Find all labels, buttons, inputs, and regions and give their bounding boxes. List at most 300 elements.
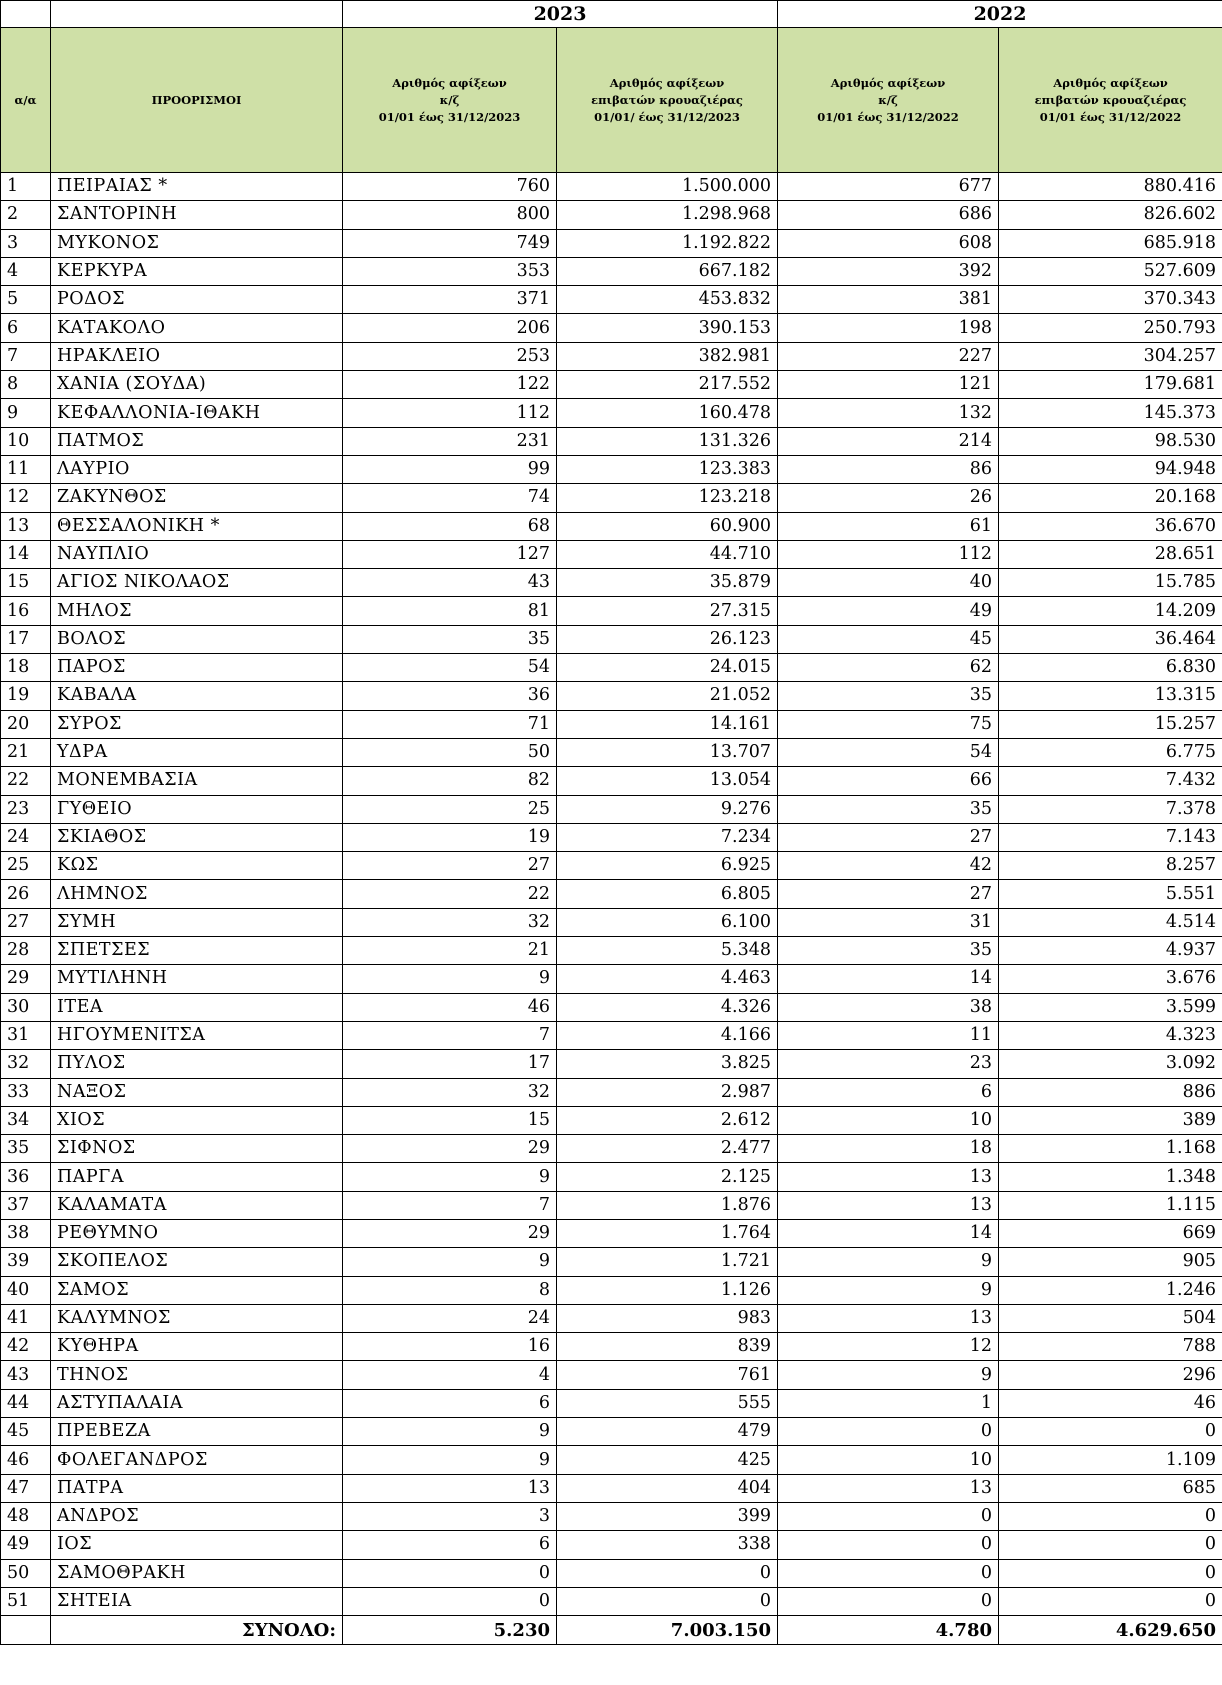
passengers-2023: 667.182 <box>557 257 778 285</box>
passengers-2023: 6.100 <box>557 908 778 936</box>
ship-arrivals-2022: 31 <box>778 908 999 936</box>
destination-name: ΛΗΜΝΟΣ <box>51 880 343 908</box>
ship-arrivals-2023: 9 <box>343 965 557 993</box>
ship-arrivals-2022: 214 <box>778 427 999 455</box>
destination-name: ΡΕΘΥΜΝΟ <box>51 1219 343 1247</box>
ship-arrivals-2023: 17 <box>343 1050 557 1078</box>
passengers-2022: 1.348 <box>999 1163 1222 1191</box>
passengers-2022: 0 <box>999 1559 1222 1587</box>
table-row <box>1 342 1222 370</box>
row-index: 24 <box>1 823 51 851</box>
ship-arrivals-2022: 13 <box>778 1474 999 1502</box>
ship-arrivals-2023: 749 <box>343 229 557 257</box>
passengers-2022: 179.681 <box>999 371 1222 399</box>
table-row <box>1 371 1222 399</box>
ship-arrivals-2023: 29 <box>343 1135 557 1163</box>
passengers-2023: 14.161 <box>557 710 778 738</box>
destination-name: ΠΑΡΓΑ <box>51 1163 343 1191</box>
passengers-2023: 24.015 <box>557 654 778 682</box>
passengers-2022: 4.323 <box>999 1021 1222 1049</box>
ship-arrivals-2022: 66 <box>778 767 999 795</box>
year-2023-header: 2023 <box>343 1 778 28</box>
destination-name: ΣΠΕΤΣΕΣ <box>51 937 343 965</box>
destinations-column-header: ΠΡΟΟΡΙΣΜΟΙ <box>51 28 343 173</box>
ship-arrivals-2023: 29 <box>343 1219 557 1247</box>
passengers-2023: 2.612 <box>557 1106 778 1134</box>
row-index: 25 <box>1 852 51 880</box>
passengers-2022: 788 <box>999 1333 1222 1361</box>
ship-arrivals-2023: 3 <box>343 1502 557 1530</box>
row-index: 46 <box>1 1446 51 1474</box>
destination-name: ΠΡΕΒΕΖΑ <box>51 1418 343 1446</box>
row-index: 27 <box>1 908 51 936</box>
ship-arrivals-2023: 7 <box>343 1191 557 1219</box>
passengers-2023: 555 <box>557 1389 778 1417</box>
passengers-2023: 1.721 <box>557 1248 778 1276</box>
ship-arrivals-2022: 75 <box>778 710 999 738</box>
ship-arrivals-2023: 32 <box>343 908 557 936</box>
destination-name: ΣΑΝΤΟΡΙΝΗ <box>51 201 343 229</box>
row-index: 48 <box>1 1502 51 1530</box>
ship-arrivals-2022: 1 <box>778 1389 999 1417</box>
row-index: 22 <box>1 767 51 795</box>
passengers-2022: 7.378 <box>999 795 1222 823</box>
ship-arrivals-2023: 6 <box>343 1389 557 1417</box>
ship-arrivals-2022: 11 <box>778 1021 999 1049</box>
passengers-2022: 1.246 <box>999 1276 1222 1304</box>
row-index: 47 <box>1 1474 51 1502</box>
passengers-2023: 2.477 <box>557 1135 778 1163</box>
destination-name: ΙΤΕΑ <box>51 993 343 1021</box>
table-row <box>1 1474 1222 1502</box>
passengers-2023: 123.383 <box>557 455 778 483</box>
ship-arrivals-2023: 46 <box>343 993 557 1021</box>
ship-arrivals-2022: 0 <box>778 1587 999 1615</box>
ship-arrivals-2022: 40 <box>778 569 999 597</box>
destination-name: ΤΗΝΟΣ <box>51 1361 343 1389</box>
year-2022-header: 2022 <box>778 1 1222 28</box>
row-index: 28 <box>1 937 51 965</box>
row-index: 23 <box>1 795 51 823</box>
table-row <box>1 286 1222 314</box>
passengers-2023: 44.710 <box>557 540 778 568</box>
row-index: 20 <box>1 710 51 738</box>
table-row <box>1 1191 1222 1219</box>
table-row <box>1 823 1222 851</box>
header-line: Αριθμός αφίξεων <box>392 75 507 90</box>
table-row <box>1 1248 1222 1276</box>
passengers-2023: 1.192.822 <box>557 229 778 257</box>
total-row <box>1 1616 1222 1645</box>
passengers-2022: 304.257 <box>999 342 1222 370</box>
ship-arrivals-2022: 686 <box>778 201 999 229</box>
table-row <box>1 1446 1222 1474</box>
passenger-arrivals-2022-header <box>999 28 1222 173</box>
passengers-2022: 3.092 <box>999 1050 1222 1078</box>
destination-name: ΝΑΞΟΣ <box>51 1078 343 1106</box>
row-index: 50 <box>1 1559 51 1587</box>
ship-arrivals-2022: 9 <box>778 1248 999 1276</box>
destination-name: ΚΕΡΚΥΡΑ <box>51 257 343 285</box>
table-body <box>1 173 1222 1616</box>
ship-arrivals-2023: 43 <box>343 569 557 597</box>
passengers-2022: 15.257 <box>999 710 1222 738</box>
destination-name: ΓΥΘΕΙΟ <box>51 795 343 823</box>
passengers-2023: 27.315 <box>557 597 778 625</box>
table-row <box>1 427 1222 455</box>
passengers-2023: 7.234 <box>557 823 778 851</box>
passengers-2022: 1.109 <box>999 1446 1222 1474</box>
table-row <box>1 1502 1222 1530</box>
table-row <box>1 455 1222 483</box>
ship-arrivals-2023: 9 <box>343 1446 557 1474</box>
row-index: 42 <box>1 1333 51 1361</box>
ship-arrivals-2022: 198 <box>778 314 999 342</box>
destination-name: ΗΡΑΚΛΕΙΟ <box>51 342 343 370</box>
passengers-2022: 1.115 <box>999 1191 1222 1219</box>
passengers-2023: 1.876 <box>557 1191 778 1219</box>
ship-arrivals-2022: 13 <box>778 1304 999 1332</box>
destination-name: ΚΩΣ <box>51 852 343 880</box>
destination-name: ΑΣΤΥΠΑΛΑΙΑ <box>51 1389 343 1417</box>
table-row <box>1 767 1222 795</box>
passengers-2022: 0 <box>999 1531 1222 1559</box>
ship-arrivals-2022: 132 <box>778 399 999 427</box>
ship-arrivals-2023: 32 <box>343 1078 557 1106</box>
ship-arrivals-2023: 8 <box>343 1276 557 1304</box>
ship-arrivals-2022: 54 <box>778 738 999 766</box>
table-row <box>1 512 1222 540</box>
ship-arrivals-2023: 22 <box>343 880 557 908</box>
ship-arrivals-2023: 127 <box>343 540 557 568</box>
destination-name: ΚΕΦΑΛΛΟΝΙΑ-ΙΘΑΚΗ <box>51 399 343 427</box>
header-line: κ/ζ <box>878 92 898 107</box>
ship-arrivals-2023: 15 <box>343 1106 557 1134</box>
table-row <box>1 257 1222 285</box>
total-ship-arrivals-2022: 4.780 <box>778 1616 999 1645</box>
ship-arrivals-2023: 54 <box>343 654 557 682</box>
header-line: 01/01 έως 31/12/2023 <box>378 109 521 124</box>
row-index: 9 <box>1 399 51 427</box>
passengers-2023: 35.879 <box>557 569 778 597</box>
row-index: 26 <box>1 880 51 908</box>
row-index: 15 <box>1 569 51 597</box>
total-passengers-2022: 4.629.650 <box>999 1616 1222 1645</box>
row-index: 38 <box>1 1219 51 1247</box>
table-row <box>1 1106 1222 1134</box>
row-index: 7 <box>1 342 51 370</box>
ship-arrivals-2023: 50 <box>343 738 557 766</box>
ship-arrivals-2023: 36 <box>343 682 557 710</box>
ship-arrivals-2022: 121 <box>778 371 999 399</box>
passengers-2023: 26.123 <box>557 625 778 653</box>
destination-name: ΥΔΡΑ <box>51 738 343 766</box>
passengers-2023: 123.218 <box>557 484 778 512</box>
passengers-2023: 390.153 <box>557 314 778 342</box>
table-row <box>1 738 1222 766</box>
ship-arrivals-2023: 7 <box>343 1021 557 1049</box>
ship-arrivals-2022: 62 <box>778 654 999 682</box>
passengers-2022: 880.416 <box>999 173 1222 201</box>
ship-arrivals-2023: 9 <box>343 1163 557 1191</box>
ship-arrivals-2022: 49 <box>778 597 999 625</box>
passengers-2023: 453.832 <box>557 286 778 314</box>
header-line: επιβατών κρουαζιέρας <box>591 92 743 107</box>
table-row <box>1 1304 1222 1332</box>
ship-arrivals-2023: 16 <box>343 1333 557 1361</box>
passengers-2022: 7.143 <box>999 823 1222 851</box>
passengers-2022: 250.793 <box>999 314 1222 342</box>
table-row <box>1 1163 1222 1191</box>
passengers-2023: 21.052 <box>557 682 778 710</box>
ship-arrivals-2023: 68 <box>343 512 557 540</box>
destination-name: ΧΙΟΣ <box>51 1106 343 1134</box>
row-index: 51 <box>1 1587 51 1615</box>
passengers-2022: 13.315 <box>999 682 1222 710</box>
row-index: 43 <box>1 1361 51 1389</box>
table-row <box>1 1135 1222 1163</box>
row-index: 36 <box>1 1163 51 1191</box>
destination-name: ΣΙΦΝΟΣ <box>51 1135 343 1163</box>
passengers-2022: 389 <box>999 1106 1222 1134</box>
passengers-2023: 2.125 <box>557 1163 778 1191</box>
destination-name: ΣΑΜΟΣ <box>51 1276 343 1304</box>
ship-arrivals-2022: 14 <box>778 965 999 993</box>
row-index: 37 <box>1 1191 51 1219</box>
ship-arrivals-2023: 122 <box>343 371 557 399</box>
ship-arrivals-2023: 253 <box>343 342 557 370</box>
table-row <box>1 1389 1222 1417</box>
destination-name: ΠΑΡΟΣ <box>51 654 343 682</box>
passengers-2022: 905 <box>999 1248 1222 1276</box>
ship-arrivals-2023: 35 <box>343 625 557 653</box>
table-row <box>1 880 1222 908</box>
destination-name: ΣΥΡΟΣ <box>51 710 343 738</box>
total-ship-arrivals-2023: 5.230 <box>343 1616 557 1645</box>
destination-name: ΑΓΙΟΣ ΝΙΚΟΛΑΟΣ <box>51 569 343 597</box>
table-row <box>1 908 1222 936</box>
table-row <box>1 229 1222 257</box>
passengers-2023: 6.805 <box>557 880 778 908</box>
destination-name: ΣΗΤΕΙΑ <box>51 1587 343 1615</box>
passengers-2023: 13.707 <box>557 738 778 766</box>
passengers-2023: 1.500.000 <box>557 173 778 201</box>
destination-name: ΒΟΛΟΣ <box>51 625 343 653</box>
row-index: 16 <box>1 597 51 625</box>
passengers-2022: 20.168 <box>999 484 1222 512</box>
destination-name: ΚΑΤΑΚΟΛΟ <box>51 314 343 342</box>
destination-name: ΦΟΛΕΓΑΝΔΡΟΣ <box>51 1446 343 1474</box>
ship-arrivals-2023: 231 <box>343 427 557 455</box>
passengers-2022: 669 <box>999 1219 1222 1247</box>
table-row <box>1 1050 1222 1078</box>
row-index: 17 <box>1 625 51 653</box>
passengers-2023: 479 <box>557 1418 778 1446</box>
passengers-2022: 504 <box>999 1304 1222 1332</box>
row-index: 14 <box>1 540 51 568</box>
ship-arrivals-2022: 6 <box>778 1078 999 1106</box>
passengers-2023: 399 <box>557 1502 778 1530</box>
passengers-2022: 98.530 <box>999 427 1222 455</box>
ship-arrivals-2023: 4 <box>343 1361 557 1389</box>
passengers-2022: 28.651 <box>999 540 1222 568</box>
row-index: 40 <box>1 1276 51 1304</box>
ship-arrivals-2023: 82 <box>343 767 557 795</box>
row-index: 39 <box>1 1248 51 1276</box>
row-index: 10 <box>1 427 51 455</box>
ship-arrivals-2023: 353 <box>343 257 557 285</box>
table-row <box>1 484 1222 512</box>
passengers-2022: 685 <box>999 1474 1222 1502</box>
total-label: ΣΥΝΟΛΟ: <box>51 1616 343 1645</box>
row-index: 4 <box>1 257 51 285</box>
passengers-2023: 839 <box>557 1333 778 1361</box>
year-header-row <box>1 1 1222 28</box>
passengers-2022: 4.937 <box>999 937 1222 965</box>
passengers-2022: 5.551 <box>999 880 1222 908</box>
ship-arrivals-2022: 0 <box>778 1418 999 1446</box>
ship-arrivals-2023: 9 <box>343 1418 557 1446</box>
ship-arrivals-2023: 0 <box>343 1559 557 1587</box>
ship-arrivals-2022: 10 <box>778 1106 999 1134</box>
ship-arrivals-2022: 0 <box>778 1502 999 1530</box>
table-row <box>1 682 1222 710</box>
ship-arrivals-2023: 71 <box>343 710 557 738</box>
table-row <box>1 937 1222 965</box>
destination-name: ΚΑΛΥΜΝΟΣ <box>51 1304 343 1332</box>
destination-name: ΣΚΙΑΘΟΣ <box>51 823 343 851</box>
blank-cell <box>51 1 343 28</box>
passengers-2023: 217.552 <box>557 371 778 399</box>
ship-arrivals-2022: 23 <box>778 1050 999 1078</box>
destination-name: ΛΑΥΡΙΟ <box>51 455 343 483</box>
passengers-2022: 36.464 <box>999 625 1222 653</box>
ship-arrivals-2022: 35 <box>778 795 999 823</box>
row-index: 13 <box>1 512 51 540</box>
destination-name: ΝΑΥΠΛΙΟ <box>51 540 343 568</box>
table-row <box>1 795 1222 823</box>
header-line: Αριθμός αφίξεων <box>830 75 946 90</box>
ship-arrivals-2022: 38 <box>778 993 999 1021</box>
destination-name: ΧΑΝΙΑ (ΣΟΥΔΑ) <box>51 371 343 399</box>
passengers-2023: 0 <box>557 1587 778 1615</box>
table-row <box>1 1078 1222 1106</box>
passengers-2023: 1.126 <box>557 1276 778 1304</box>
destination-name: ΑΝΔΡΟΣ <box>51 1502 343 1530</box>
passengers-2022: 6.830 <box>999 654 1222 682</box>
passengers-2022: 0 <box>999 1418 1222 1446</box>
table-row <box>1 625 1222 653</box>
table-row <box>1 173 1222 201</box>
passengers-2022: 3.599 <box>999 993 1222 1021</box>
row-index: 12 <box>1 484 51 512</box>
passengers-2022: 145.373 <box>999 399 1222 427</box>
table-row <box>1 399 1222 427</box>
index-column-header: α/α <box>1 28 51 173</box>
passengers-2022: 3.676 <box>999 965 1222 993</box>
table-row <box>1 597 1222 625</box>
ship-arrivals-2023: 6 <box>343 1531 557 1559</box>
passengers-2022: 370.343 <box>999 286 1222 314</box>
ship-arrivals-2023: 9 <box>343 1248 557 1276</box>
destination-name: ΣΑΜΟΘΡΑΚΗ <box>51 1559 343 1587</box>
ship-arrivals-2023: 81 <box>343 597 557 625</box>
row-index: 45 <box>1 1418 51 1446</box>
row-index: 6 <box>1 314 51 342</box>
passengers-2023: 761 <box>557 1361 778 1389</box>
row-index: 2 <box>1 201 51 229</box>
row-index: 1 <box>1 173 51 201</box>
ship-arrivals-2022: 0 <box>778 1531 999 1559</box>
ship-arrivals-2023: 99 <box>343 455 557 483</box>
ship-arrivals-2022: 14 <box>778 1219 999 1247</box>
header-line: επιβατών κρουαζιέρας <box>1034 92 1187 107</box>
ship-arrivals-2022: 18 <box>778 1135 999 1163</box>
passengers-2023: 5.348 <box>557 937 778 965</box>
ship-arrivals-2022: 381 <box>778 286 999 314</box>
ship-arrivals-2023: 21 <box>343 937 557 965</box>
table-row <box>1 654 1222 682</box>
ship-arrivals-2022-header <box>778 28 999 173</box>
table-row <box>1 1219 1222 1247</box>
passengers-2023: 382.981 <box>557 342 778 370</box>
destination-name: ΗΓΟΥΜΕΝΙΤΣΑ <box>51 1021 343 1049</box>
destination-name: ΜΟΝΕΜΒΑΣΙΑ <box>51 767 343 795</box>
ship-arrivals-2022: 35 <box>778 682 999 710</box>
ship-arrivals-2022: 27 <box>778 880 999 908</box>
row-index: 35 <box>1 1135 51 1163</box>
passengers-2023: 1.764 <box>557 1219 778 1247</box>
row-index: 31 <box>1 1021 51 1049</box>
passengers-2022: 0 <box>999 1502 1222 1530</box>
row-index: 41 <box>1 1304 51 1332</box>
table-row <box>1 314 1222 342</box>
ship-arrivals-2022: 10 <box>778 1446 999 1474</box>
passengers-2023: 338 <box>557 1531 778 1559</box>
passengers-2023: 4.463 <box>557 965 778 993</box>
passengers-2023: 4.166 <box>557 1021 778 1049</box>
destination-name: ΠΥΛΟΣ <box>51 1050 343 1078</box>
passengers-2022: 94.948 <box>999 455 1222 483</box>
passengers-2022: 7.432 <box>999 767 1222 795</box>
row-index: 34 <box>1 1106 51 1134</box>
ship-arrivals-2023: 27 <box>343 852 557 880</box>
ship-arrivals-2023: 112 <box>343 399 557 427</box>
passengers-2023: 1.298.968 <box>557 201 778 229</box>
passengers-2023: 60.900 <box>557 512 778 540</box>
ship-arrivals-2022: 0 <box>778 1559 999 1587</box>
row-index: 18 <box>1 654 51 682</box>
passengers-2022: 826.602 <box>999 201 1222 229</box>
destination-name: ΚΑΛΑΜΑΤΑ <box>51 1191 343 1219</box>
ship-arrivals-2022: 227 <box>778 342 999 370</box>
ship-arrivals-2022: 13 <box>778 1191 999 1219</box>
passengers-2022: 296 <box>999 1361 1222 1389</box>
table-row <box>1 569 1222 597</box>
ship-arrivals-2023: 13 <box>343 1474 557 1502</box>
row-index: 29 <box>1 965 51 993</box>
passenger-arrivals-2023-header <box>557 28 778 173</box>
passengers-2023: 9.276 <box>557 795 778 823</box>
table-row <box>1 1021 1222 1049</box>
row-index: 32 <box>1 1050 51 1078</box>
table-row <box>1 1276 1222 1304</box>
destination-name: ΣΥΜΗ <box>51 908 343 936</box>
table-row <box>1 993 1222 1021</box>
ship-arrivals-2022: 9 <box>778 1361 999 1389</box>
row-index: 30 <box>1 993 51 1021</box>
passengers-2023: 3.825 <box>557 1050 778 1078</box>
